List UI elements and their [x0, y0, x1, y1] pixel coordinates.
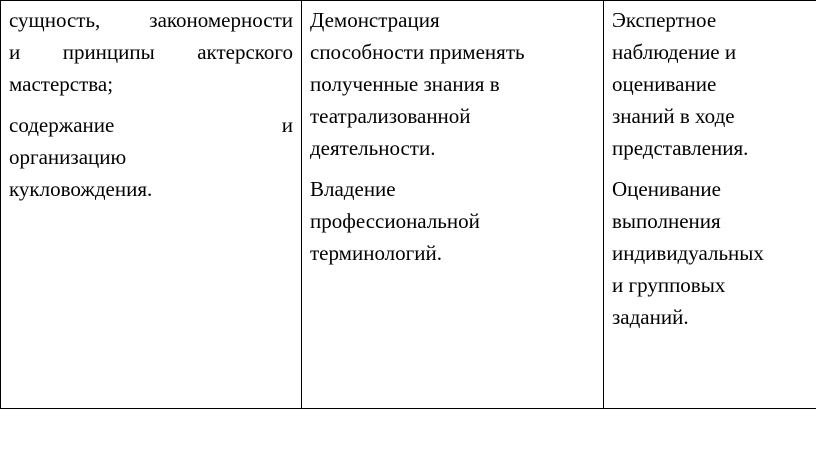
text-line: наблюдение и: [612, 40, 737, 64]
paragraph-evaluation: [612, 173, 810, 333]
text-line: Экспертное: [612, 8, 717, 32]
text-line: и групповых: [612, 273, 726, 297]
table-row: [1, 1, 816, 409]
text-line: заданий.: [612, 305, 689, 329]
text-line: профессиональной: [310, 209, 480, 233]
text-line: Демонстрация: [310, 8, 440, 32]
text-line: театрализованной: [310, 104, 471, 128]
text-line: знаний в ходе: [612, 104, 735, 128]
text-line: индивидуальных: [612, 241, 764, 265]
text-line: оценивание: [612, 72, 717, 96]
text-line: Оценивание: [612, 177, 721, 201]
table-cell-knowledge: [1, 1, 302, 409]
paragraph-observation: [612, 4, 810, 164]
text-line: кукловождения.: [9, 177, 153, 201]
text-line: полученные знания в: [310, 72, 500, 96]
text-line: сущность, закономерности: [9, 8, 293, 32]
text-line: Владение: [310, 177, 396, 201]
paragraph-terminology: [310, 173, 595, 269]
text-line: и принципы актерского: [9, 40, 293, 64]
text-line: мастерства;: [9, 72, 114, 96]
paragraph-principles: [9, 4, 293, 100]
text-line: выполнения: [612, 209, 721, 233]
table-cell-skills: [302, 1, 604, 409]
table-cell-assessment: [604, 1, 816, 409]
text-line: содержание и: [9, 113, 293, 137]
paragraph-content: [9, 109, 293, 205]
text-line: терминологий.: [310, 241, 442, 265]
text-line: представления.: [612, 136, 749, 160]
text-line: деятельности.: [310, 136, 436, 160]
paragraph-demonstration: [310, 4, 595, 164]
text-line: организацию: [9, 145, 127, 169]
text-line: способности применять: [310, 40, 525, 64]
